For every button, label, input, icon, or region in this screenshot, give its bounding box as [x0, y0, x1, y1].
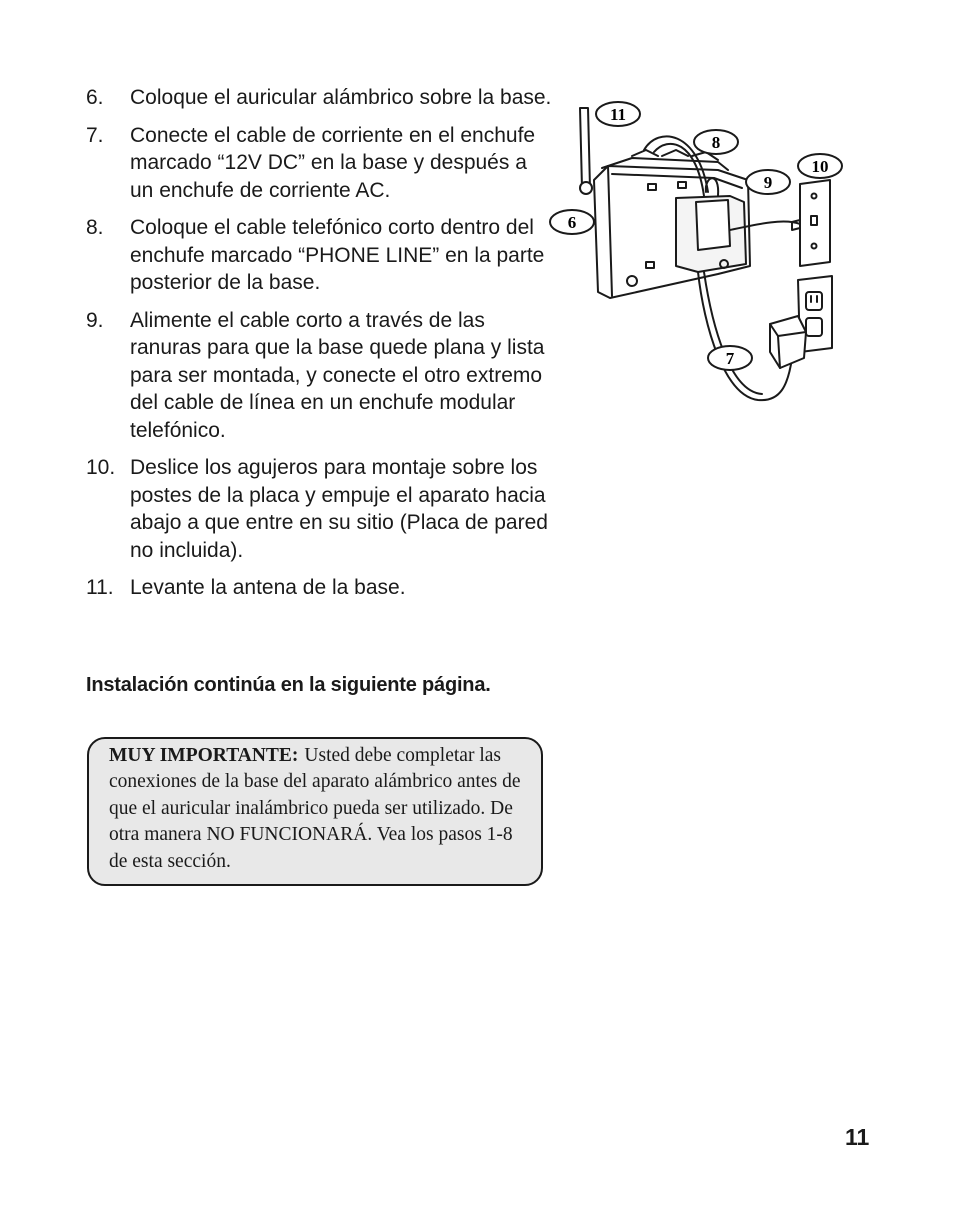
step-9: [86, 307, 556, 445]
page-number: 11: [845, 1124, 870, 1150]
step-8: [86, 214, 556, 297]
notice-lead: MUY IMPORTANTE:: [109, 745, 299, 766]
step-number: 9.: [86, 308, 104, 332]
step-number: 11.: [86, 576, 114, 599]
antenna-drawing: [580, 108, 592, 194]
step-number: 10.: [86, 456, 116, 479]
instruction-steps: [86, 84, 556, 612]
svg-text:10: 10: [811, 157, 829, 176]
svg-text:9: 9: [763, 173, 773, 192]
callout-6: [550, 210, 594, 234]
step-text: Coloque el auricular alámbrico sobre la base.: [130, 86, 552, 109]
continue-note: Instalación continúa en la siguiente página.: [86, 674, 491, 696]
step-11: [86, 574, 556, 602]
step-number: 6.: [86, 86, 104, 109]
svg-text:11: 11: [609, 105, 627, 124]
step-text: Levante la antena de la base.: [130, 576, 406, 599]
svg-text:8: 8: [711, 133, 721, 152]
callout-7: [708, 346, 752, 370]
svg-text:6: 6: [567, 213, 577, 232]
callout-10: [798, 154, 842, 178]
step-7: [86, 122, 556, 205]
step-10: [86, 454, 556, 564]
callout-11: [596, 102, 640, 126]
step-text: Alimente el cable corto a través de las ranuras para que la base quede plana y lista para ser montada, y conecte el otro extremo del cable de línea en un enchufe modular telefónico.: [130, 308, 545, 442]
callout-8: [694, 130, 738, 154]
important-notice-box: [87, 737, 543, 886]
step-number: 8.: [86, 216, 104, 239]
notice-body: Usted debe completar las conexiones de la base del aparato alámbrico antes de que el auricular inalámbrico pueda ser utilizado. De otra manera NO FUNCIONARÁ. Vea los pasos 1-8 de esta sección.: [109, 745, 521, 872]
svg-text:7: 7: [725, 349, 735, 368]
step-text: Coloque el cable telefónico corto dentro del enchufe marcado “PHONE LINE” en la parte posterior de la base.: [130, 216, 545, 294]
callout-9: [746, 170, 790, 194]
ac-adapter-drawing: [770, 316, 806, 368]
base-installation-illustration: [548, 96, 868, 408]
step-text: Deslice los agujeros para montaje sobre los postes de la placa y empuje el aparato hacia abajo a que entre en su sitio (Placa de pared no incluida).: [130, 456, 548, 562]
phone-base-drawing: [594, 150, 750, 298]
step-6: [86, 84, 556, 112]
step-number: 7.: [86, 123, 104, 147]
step-text: Conecte el cable de corriente en el enchufe marcado “12V DC” en la base y después a un enchufe de corriente AC.: [130, 123, 536, 202]
